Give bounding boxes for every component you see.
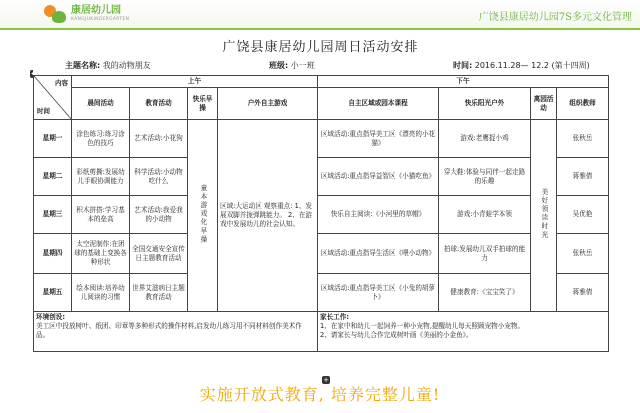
sunny-cell: 游戏:老鹰捉小鸡 xyxy=(439,120,531,158)
sunny-cell: 游戏:小青蛙学本领 xyxy=(439,196,531,234)
kindergarten-logo xyxy=(42,3,129,25)
top-banner xyxy=(0,0,640,30)
parent-work-item: 2、请家长与幼儿合作完成树叶画《美丽的小金鱼》。 xyxy=(320,330,473,339)
bottom-banner xyxy=(0,378,640,413)
corner-time: 时间 xyxy=(37,107,50,116)
day-cell: 星期一 xyxy=(34,120,72,158)
corner-content: 内容 xyxy=(55,79,68,87)
day-cell: 星期四 xyxy=(34,234,72,274)
edu-cell: 全国交通安全宣传日主题教育活动 xyxy=(130,234,188,274)
class-value: 小一班 xyxy=(290,61,315,70)
class-label: 班级: xyxy=(269,61,289,70)
early-cell: 涂色练习:练习涂色的技巧 xyxy=(72,120,130,158)
parent-work-title: 家长工作: xyxy=(320,313,350,321)
environment-cell xyxy=(34,312,318,352)
page-title: 广饶县康居幼儿园周日活动安排 xyxy=(222,40,419,55)
leave-text: 美好领读时光 xyxy=(539,188,548,240)
early-cell: 太空泥制作:在团球的基础上变换各种形状 xyxy=(72,234,130,274)
time-value: 2016.11.28— 12.2 (第十四周) xyxy=(474,61,590,70)
teacher-cell: 吴优艳 xyxy=(557,196,609,234)
sunny-cell: 健康教育:《宝宝笑了》 xyxy=(439,274,531,312)
theme-field xyxy=(65,60,151,71)
table-row xyxy=(34,274,609,312)
table-row xyxy=(34,196,609,234)
edu-cell: 科学活动:小动物吃什么 xyxy=(130,158,188,196)
teacher-cell: 蒋雅倩 xyxy=(557,158,609,196)
early-cell: 彩纸剪撕:发展幼儿手眼协调能力 xyxy=(72,158,130,196)
table-row xyxy=(34,234,609,274)
day-cell: 星期三 xyxy=(34,196,72,234)
footer-row xyxy=(34,312,609,352)
day-cell: 星期二 xyxy=(34,158,72,196)
time-field xyxy=(453,60,590,71)
sunny-cell: 拍球:发展幼儿双手拍球的能力 xyxy=(439,234,531,274)
area-cell: 快乐自主阅读:《小河里的草帽》 xyxy=(318,196,439,234)
area-cell: 区域活动:重点指导美工区《漂亮的小花猫》 xyxy=(318,120,439,158)
logo-name: 康居幼儿园 xyxy=(71,4,121,16)
area-cell: 区域活动:重点指导益智区《小猫吃鱼》 xyxy=(318,158,439,196)
environment-text: 美工区中投放树叶、纸团、印章等多种形式的操作材料,启发幼儿练习用不同材料创作美术作品。 xyxy=(36,321,302,339)
parent-work-item: 1、在家中和幼儿一起饲养一种小宠物,提醒幼儿每天照顾宠物小宠物。 xyxy=(320,321,525,330)
table-row xyxy=(34,120,609,158)
col-teacher: 组织教师 xyxy=(557,88,609,120)
expand-icon[interactable]: + xyxy=(323,376,329,384)
edu-cell: 艺术活动:小花狗 xyxy=(130,120,188,158)
leave-cell xyxy=(531,120,557,312)
logo-english: KANGJUKINDERGARTEN xyxy=(71,16,130,22)
slogan-text: 实施开放式教育, 培养完整儿童! xyxy=(199,385,441,404)
area-cell: 区域活动:重点指导美工区《小兔的胡萝卜》 xyxy=(318,274,439,312)
outdoor-free-cell: 区域:大运动区 观察重点: 1、发展双脚并拢弹跳能力。 2、在游戏中发展幼儿的社会认知。 xyxy=(218,120,318,312)
morning-header: 上午 xyxy=(72,76,318,88)
class-field xyxy=(269,60,315,71)
col-area: 自主区域或园本课程 xyxy=(318,88,439,120)
parent-work-cell xyxy=(318,312,609,352)
document-page xyxy=(33,30,608,377)
day-cell: 星期五 xyxy=(34,274,72,312)
table-row xyxy=(34,158,609,196)
area-cell: 区域活动:重点指导生活区《喂小动物》 xyxy=(318,234,439,274)
col-sunny: 快乐阳光户外 xyxy=(439,88,531,120)
col-happy-early: 快乐早操 xyxy=(188,88,218,120)
logo-icon xyxy=(42,3,68,25)
col-edu: 教育活动 xyxy=(130,88,188,120)
activity-table xyxy=(33,75,609,352)
teacher-cell: 张秋岳 xyxy=(557,120,609,158)
sunny-cell: 穿大鞋:体验与同伴一起走路的乐趣 xyxy=(439,158,531,196)
early-cell: 绘本阅读:培养幼儿阅读的习惯 xyxy=(72,274,130,312)
banner-title: 广饶县康居幼儿园7S多元文化管理 xyxy=(478,12,632,23)
col-early: 晨间活动 xyxy=(72,88,130,120)
theme-label: 主题名称: xyxy=(65,61,101,70)
teacher-cell: 张秋岳 xyxy=(557,234,609,274)
edu-cell: 世界艾滋病日主题教育活动 xyxy=(130,274,188,312)
col-leave: 离园活动 xyxy=(531,88,557,120)
time-label: 时间: xyxy=(453,61,473,70)
corner-header xyxy=(34,76,72,120)
teacher-cell: 蒋雅倩 xyxy=(557,274,609,312)
early-cell: 积木拼搭:学习基本的垒高 xyxy=(72,196,130,234)
theme-value: 我的动物朋友 xyxy=(102,61,151,70)
happy-early-text: 童本游戏化早操 xyxy=(198,183,207,245)
environment-title: 环境创设: xyxy=(36,313,66,321)
happy-early-cell xyxy=(188,120,218,312)
afternoon-header: 下午 xyxy=(318,76,609,88)
col-outdoor-free: 户外自主游戏 xyxy=(218,88,318,120)
edu-cell: 艺术活动:我爱我的小动物 xyxy=(130,196,188,234)
